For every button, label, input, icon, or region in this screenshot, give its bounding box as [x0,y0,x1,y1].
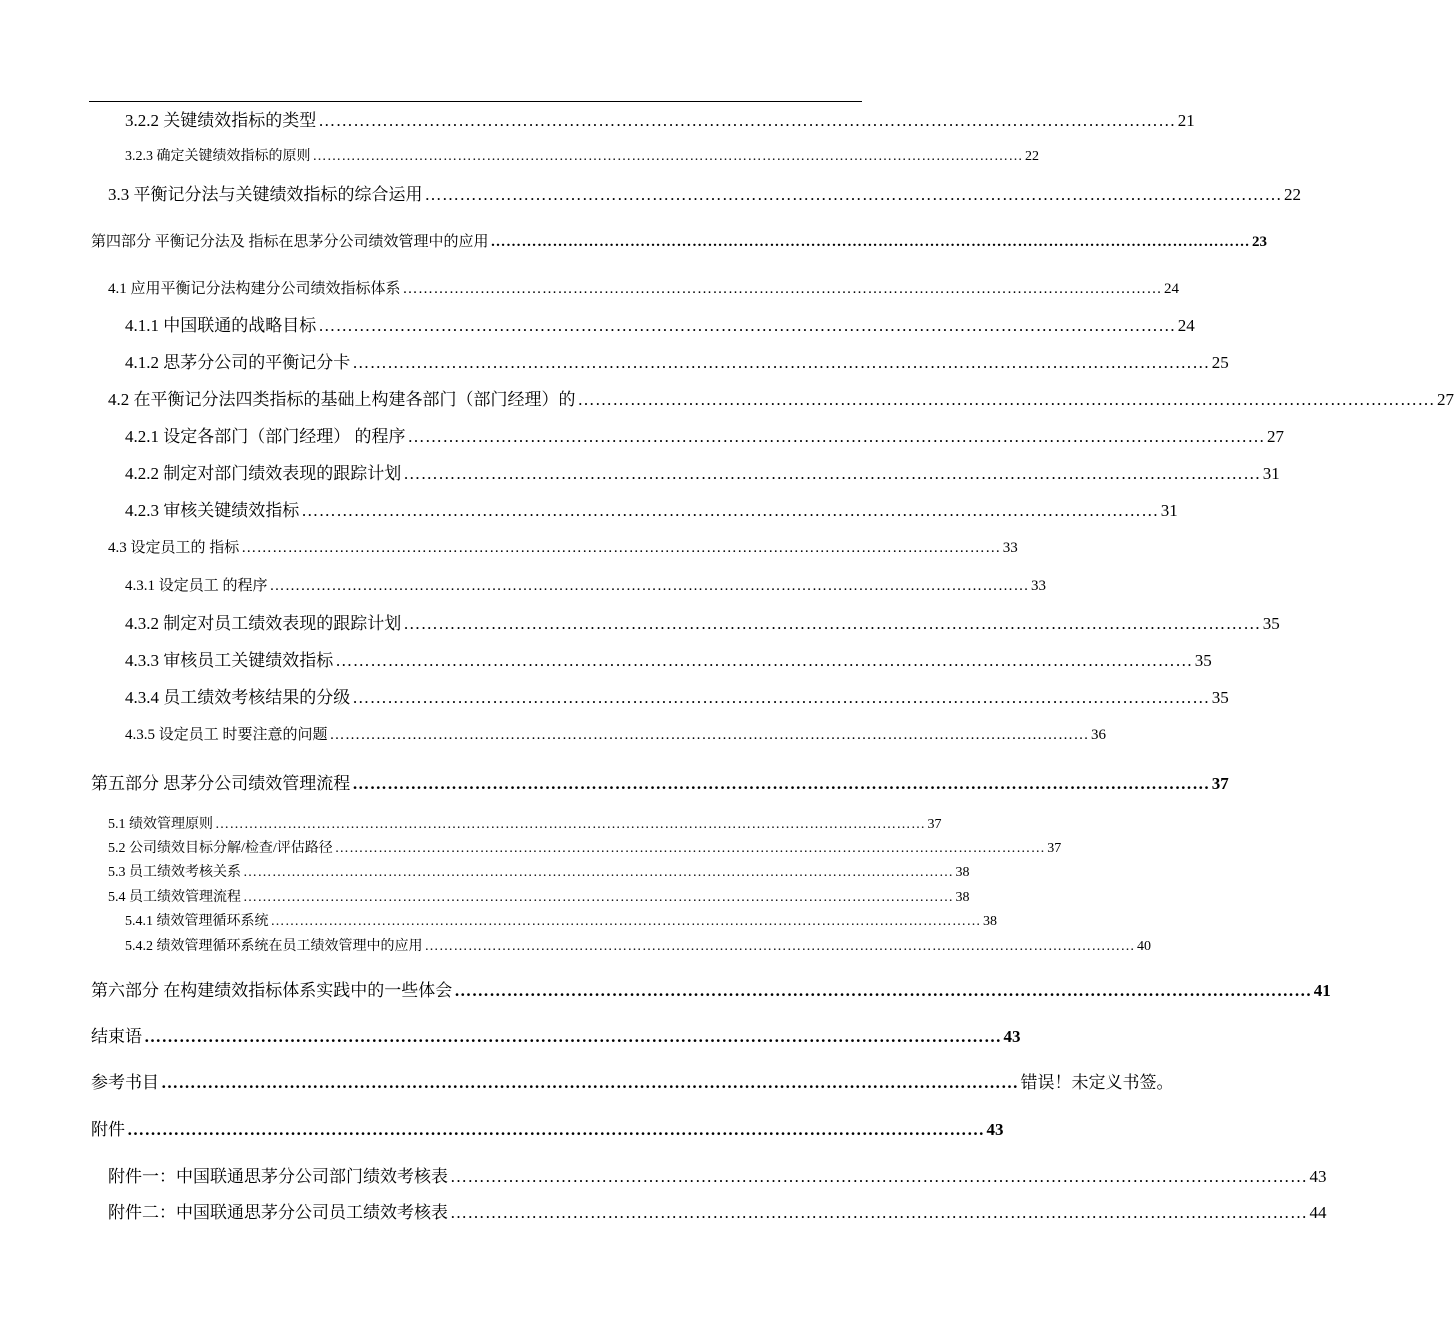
toc-entry-label: 附件 [91,1120,125,1139]
toc-entry-page: 37 [927,817,942,832]
toc-leader-dots: ………………………………………………………………………………………………………………………………… [407,427,1265,446]
toc-leader-dots: ………………………………………………………………………………………………………………………………… [312,149,1023,164]
toc-entry-4-1[interactable] [108,281,1180,297]
toc-entry-label: 第四部分 平衡记分法及 指标在思茅分公司绩效管理中的应用 [91,234,489,250]
toc-entry-label: 4.3 设定员工的 指标 [108,540,240,556]
toc-entry-label: 4.3.3 审核员工关键绩效指标 [125,651,334,670]
toc-leader-dots: ………………………………………………………………………………………………………………………………… [318,316,1176,335]
toc-entry-label: 4.1.1 中国联通的战略目标 [125,316,317,335]
toc-entry-appendix-2[interactable] [108,1203,1327,1222]
toc-entry-label: 4.2.1 设定各部门（部门经理） 的程序 [125,427,406,446]
toc-leader-dots: ………………………………………………………………………………………………………………………………… [334,841,1046,856]
toc-leader-dots: ………………………………………………………………………………………………………………………………… [335,651,1193,670]
toc-entry-page: 44 [1309,1203,1327,1222]
toc-entry-4-1-1[interactable] [125,316,1195,335]
toc-entry-page: 38 [955,865,970,880]
toc-entry-label: 附件一：中国联通思茅分公司部门绩效考核表 [108,1167,448,1186]
toc-entry-3-2-3[interactable] [125,149,1039,164]
toc-entry-page: 24 [1177,316,1195,335]
toc-entry-4-2[interactable] [108,390,1454,409]
toc-leader-dots: ………………………………………………………………………………………………………………………………… [215,817,926,832]
toc-entry-4-2-1[interactable] [125,427,1284,446]
toc-entry-5-4-1[interactable] [125,914,997,929]
toc-entry-page: 24 [1164,281,1180,297]
toc-entry-5-4[interactable] [108,890,970,905]
toc-entry-4-2-2[interactable] [125,464,1280,483]
toc-entry-page: 35 [1211,688,1229,707]
toc-entry-part-4[interactable] [91,234,1268,250]
toc-leader-dots: ………………………………………………………………………………………………………………………………… [450,1203,1308,1222]
toc-leader-dots: ………………………………………………………………………………………………………………………………… [352,774,1210,793]
toc-leader-dots: ………………………………………………………………………………………………………………………………… [301,501,1159,520]
toc-entry-page: 43 [1309,1167,1327,1186]
toc-entry-appendix-1[interactable] [108,1167,1327,1186]
toc-leader-dots: ………………………………………………………………………………………………………………………………… [329,727,1090,743]
toc-entry-references[interactable] [91,1073,1174,1092]
toc-entry-page: 27 [1267,427,1284,446]
toc-entry-3-2-2[interactable] [125,111,1195,130]
toc-entry-5-4-2[interactable] [125,939,1151,954]
toc-entry-label: 4.3.4 员工绩效考核结果的分级 [125,688,351,707]
toc-entry-label: 3.2.3 确定关键绩效指标的原则 [125,149,311,164]
toc-entry-4-3[interactable] [108,540,1018,556]
toc-leader-dots: ………………………………………………………………………………………………………………………………… [352,353,1210,372]
toc-entry-page: 41 [1313,981,1331,1000]
toc-entry-4-3-1[interactable] [125,578,1047,594]
toc-entry-label: 4.1.2 思茅分公司的平衡记分卡 [125,353,351,372]
toc-entry-label: 参考书目 [91,1073,159,1092]
toc-entry-page: 38 [983,914,997,929]
toc-entry-page: 25 [1211,353,1229,372]
toc-leader-dots: ………………………………………………………………………………………………………………………………… [402,281,1163,297]
toc-entry-label: 5.2 公司绩效目标分解/检查/评估路径 [108,841,333,856]
toc-leader-dots: ………………………………………………………………………………………………………………………………… [318,111,1176,130]
toc-entry-label: 4.2.3 审核关键绩效指标 [125,501,300,520]
toc-entry-label: 附件二：中国联通思茅分公司员工绩效考核表 [108,1203,448,1222]
toc-entry-page: 22 [1025,149,1039,164]
toc-entry-5-2[interactable] [108,841,1062,856]
toc-entry-page-error: 错误！未定义书签。 [1020,1073,1174,1092]
toc-entry-label: 结束语 [91,1027,142,1046]
toc-entry-label: 4.3.5 设定员工 时要注意的问题 [125,727,328,743]
toc-entry-label: 5.3 员工绩效考核关系 [108,865,241,880]
toc-entry-label: 第六部分 在构建绩效指标体系实践中的一些体会 [91,981,453,1000]
toc-entry-4-3-5[interactable] [125,727,1107,743]
toc-entry-page: 40 [1137,939,1151,954]
toc-entry-3-3[interactable] [108,185,1301,204]
toc-entry-page: 33 [1002,540,1018,556]
toc-entry-part-6[interactable] [91,981,1331,1000]
toc-entry-4-1-2[interactable] [125,353,1229,372]
toc-entry-4-3-2[interactable] [125,614,1280,633]
toc-entry-part-5[interactable] [91,774,1229,793]
toc-entry-label: 4.2 在平衡记分法四类指标的基础上构建各部门（部门经理）的 [108,390,576,409]
toc-entry-label: 4.1 应用平衡记分法构建分公司绩效指标体系 [108,281,401,297]
toc-leader-dots: ………………………………………………………………………………………………………………………………… [424,939,1135,954]
toc-entry-page: 37 [1047,841,1062,856]
toc-leader-dots: ………………………………………………………………………………………………………………………………… [577,390,1435,409]
toc-leader-dots: ………………………………………………………………………………………………………………………………… [241,540,1001,556]
toc-entry-label: 3.2.2 关键绩效指标的类型 [125,111,317,130]
toc-entry-4-3-3[interactable] [125,651,1212,670]
toc-entry-page: 43 [986,1120,1004,1139]
toc-leader-dots: ………………………………………………………………………………………………………………………………… [243,890,954,905]
toc-entry-5-1[interactable] [108,817,942,832]
toc-entry-page: 27 [1437,390,1454,409]
toc-entry-page: 33 [1031,578,1047,594]
toc-entry-page: 35 [1194,651,1212,670]
toc-leader-dots: ………………………………………………………………………………………………………………………………… [270,914,981,929]
toc-leader-dots: ………………………………………………………………………………………………………………………………… [144,1027,1002,1046]
toc-leader-dots: ………………………………………………………………………………………………………………………………… [161,1073,1019,1092]
toc-leader-dots: ………………………………………………………………………………………………………………………………… [490,234,1251,250]
toc-entry-4-2-3[interactable] [125,501,1178,520]
toc-entry-label: 5.1 绩效管理原则 [108,817,213,832]
toc-entry-page: 23 [1252,234,1268,250]
toc-entry-label: 4.3.1 设定员工 的程序 [125,578,268,594]
toc-leader-dots: ………………………………………………………………………………………………………………………………… [424,185,1282,204]
toc-entry-label: 4.2.2 制定对部门绩效表现的跟踪计划 [125,464,402,483]
toc-leader-dots: ………………………………………………………………………………………………………………………………… [352,688,1210,707]
toc-entry-label: 5.4 员工绩效管理流程 [108,890,241,905]
toc-entry-conclusion[interactable] [91,1027,1021,1046]
toc-entry-page: 37 [1211,774,1229,793]
toc-entry-label: 5.4.2 绩效管理循环系统在员工绩效管理中的应用 [125,939,423,954]
toc-entry-page: 38 [955,890,970,905]
toc-entry-page: 21 [1177,111,1195,130]
toc-entry-5-3[interactable] [108,865,970,880]
toc-leader-dots: ………………………………………………………………………………………………………………………………… [403,464,1261,483]
toc-entry-page: 35 [1262,614,1280,633]
toc-entry-page: 31 [1262,464,1280,483]
toc-entry-page: 36 [1091,727,1107,743]
toc-entry-label: 5.4.1 绩效管理循环系统 [125,914,269,929]
toc-entry-page: 31 [1160,501,1178,520]
toc-leader-dots: ………………………………………………………………………………………………………………………………… [450,1167,1308,1186]
toc-leader-dots: ………………………………………………………………………………………………………………………………… [127,1120,985,1139]
toc-leader-dots: ………………………………………………………………………………………………………………………………… [403,614,1261,633]
toc-entry-page: 43 [1003,1027,1021,1046]
toc-entry-4-3-4[interactable] [125,688,1229,707]
toc-leader-dots: ………………………………………………………………………………………………………………………………… [454,981,1312,1000]
toc-leader-dots: ………………………………………………………………………………………………………………………………… [269,578,1030,594]
toc-entry-label: 第五部分 思茅分公司绩效管理流程 [91,774,351,793]
toc-entry-appendix[interactable] [91,1120,1004,1139]
toc-leader-dots: ………………………………………………………………………………………………………………………………… [243,865,954,880]
toc-entry-label: 4.3.2 制定对员工绩效表现的跟踪计划 [125,614,402,633]
toc-entry-label: 3.3 平衡记分法与关键绩效指标的综合运用 [108,185,423,204]
toc-entry-page: 22 [1284,185,1301,204]
